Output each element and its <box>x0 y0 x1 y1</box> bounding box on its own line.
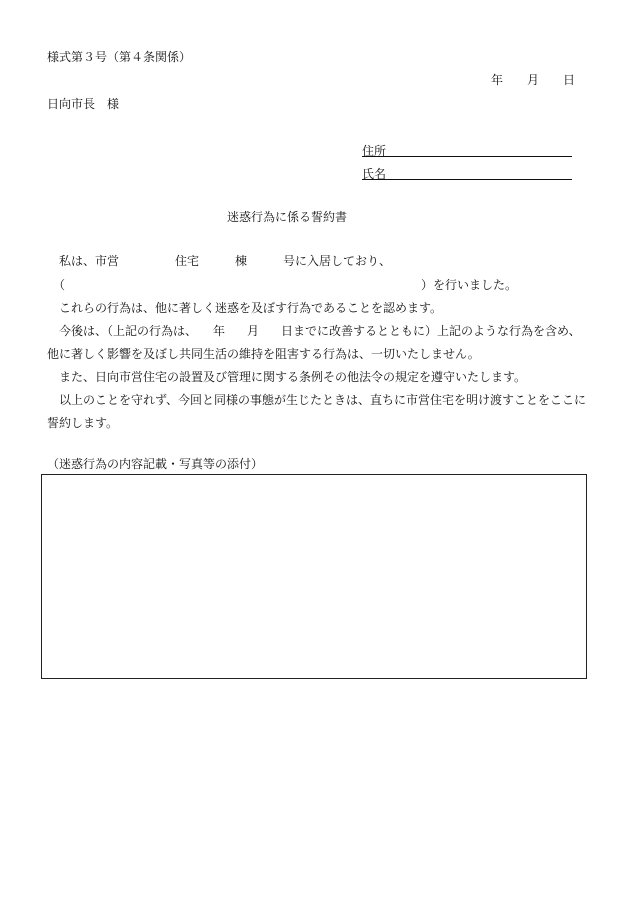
residence-housing: 住宅 <box>175 254 200 268</box>
date-line <box>491 74 575 86</box>
body-line-7 <box>47 394 586 406</box>
document-title: 迷惑行為に係る誓約書 <box>227 210 348 224</box>
body-line-residence <box>47 255 391 267</box>
addressee: 日向市長 様 <box>47 97 120 111</box>
name-field[interactable] <box>362 165 572 180</box>
body-line-6 <box>47 371 526 383</box>
improve-prefix: 今後は、（上記の行為は、 <box>59 324 198 338</box>
name-label: 氏名 <box>362 167 387 181</box>
residence-prefix: 私は、市営 <box>59 254 120 268</box>
body-text-3: これらの行為は、他に著しく迷惑を及ぼす行為であることを認めます。 <box>59 301 443 315</box>
body-text-7: 以上のことを守れず、今回と同様の事態が生じたときは、直ちに市営住宅を明け渡すことをここに <box>59 393 587 407</box>
date-day: 日 <box>563 73 576 87</box>
act-open-paren: （ <box>53 278 66 292</box>
body-line-3 <box>47 302 442 314</box>
body-line-8: 誓約します。 <box>47 416 119 430</box>
address-field[interactable] <box>362 142 572 157</box>
improve-month: 月 <box>247 324 260 338</box>
form-number-label: 様式第３号（第４条関係） <box>47 50 192 64</box>
attachment-box[interactable] <box>41 474 587 679</box>
improve-year: 年 <box>213 324 226 338</box>
address-label: 住所 <box>362 144 387 158</box>
body-line-5: 他に著しく影響を及ぼし共同生活の維持を阻害する行為は、一切いたしません。 <box>47 347 480 361</box>
body-text-6: また、日向市営住宅の設置及び管理に関する条例その他法令の規定を遵守いたします。 <box>59 370 527 384</box>
residence-suffix: 号に入居しており、 <box>283 254 392 268</box>
body-line-4 <box>47 325 581 337</box>
date-month: 月 <box>527 73 540 87</box>
residence-building: 棟 <box>235 254 248 268</box>
improve-suffix: 日までに改善するとともに）上記のような行為を含め、 <box>281 324 581 338</box>
attachment-label: （迷惑行為の内容記載・写真等の添付） <box>47 457 264 471</box>
body-line-act <box>53 279 517 291</box>
date-year: 年 <box>491 73 504 87</box>
act-close-paren: ）を行いました。 <box>421 278 518 292</box>
